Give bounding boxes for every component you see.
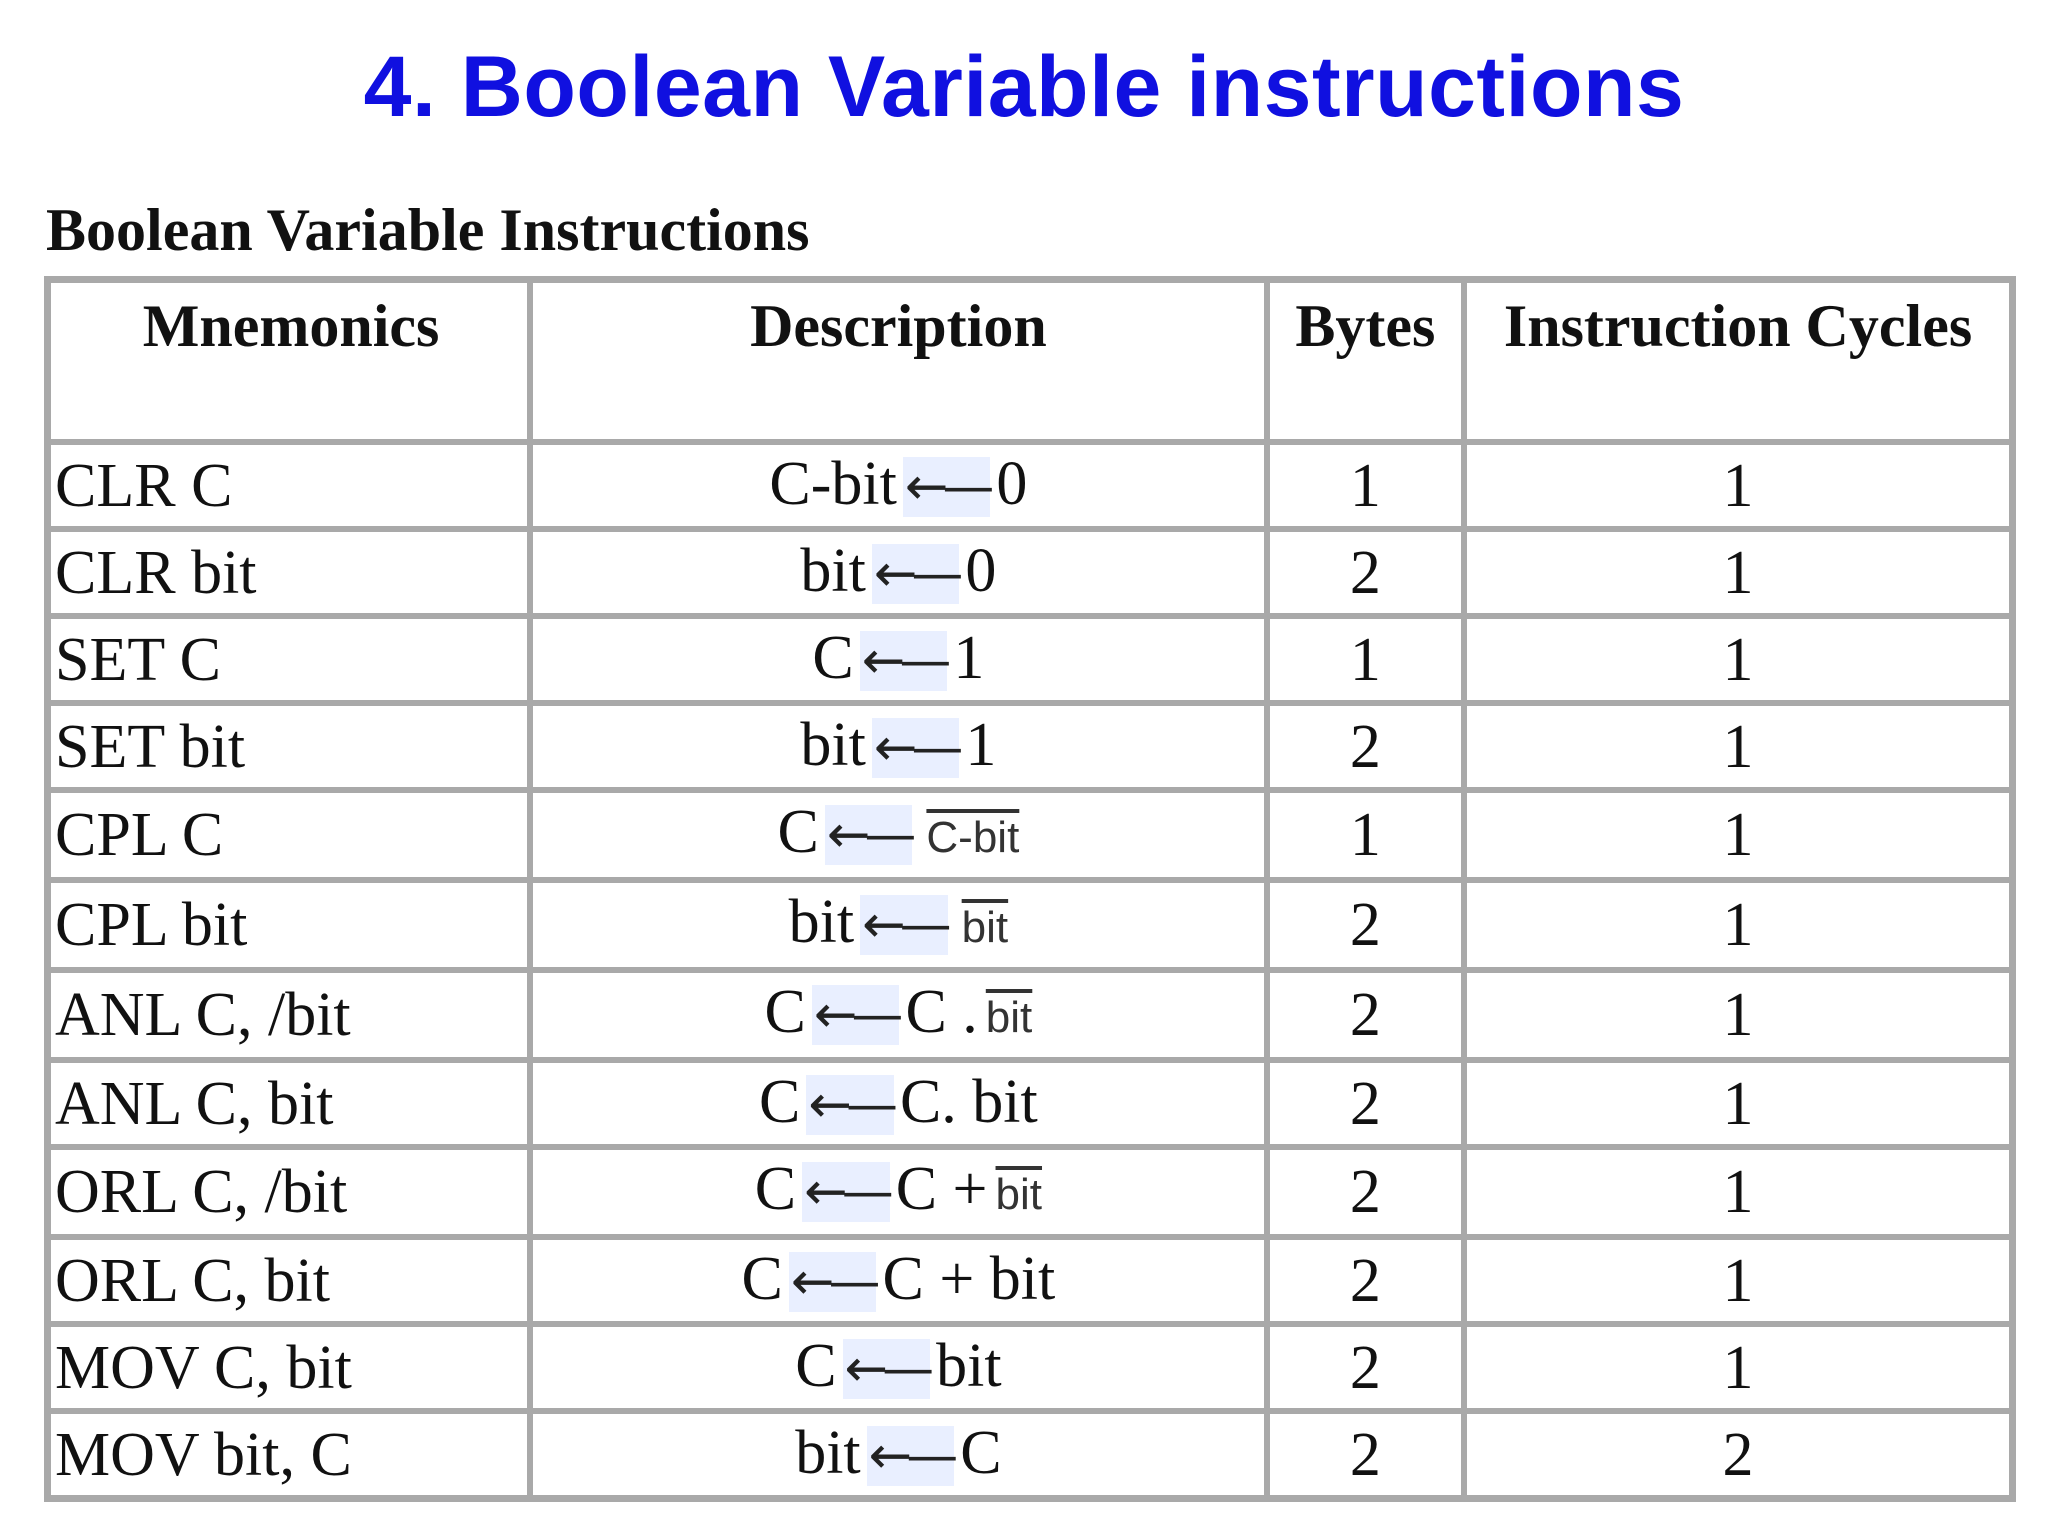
table-row bbox=[48, 616, 2012, 703]
table-row bbox=[48, 442, 2012, 529]
description-left: bit bbox=[800, 711, 866, 779]
cycles-cell: 1 bbox=[1464, 880, 2012, 970]
mnemonic-cell: CLR bit bbox=[48, 529, 530, 616]
mnemonic-cell: CLR C bbox=[48, 442, 530, 529]
cycles-cell: 1 bbox=[1464, 1060, 2012, 1147]
column-header-description: Description bbox=[530, 280, 1267, 442]
description-right: 0 bbox=[965, 537, 997, 605]
bytes-cell: 2 bbox=[1267, 970, 1464, 1060]
mnemonic-cell: SET C bbox=[48, 616, 530, 703]
bytes-cell: 2 bbox=[1267, 529, 1464, 616]
table-row bbox=[48, 1237, 2012, 1324]
bytes-cell: 2 bbox=[1267, 1411, 1464, 1498]
description-right: C bbox=[960, 1419, 1002, 1487]
left-arrow-icon: ←— bbox=[808, 1075, 892, 1135]
table-row bbox=[48, 880, 2012, 970]
table-row bbox=[48, 1147, 2012, 1237]
mnemonic-cell: SET bit bbox=[48, 703, 530, 790]
cycles-cell: 1 bbox=[1464, 1237, 2012, 1324]
left-arrow-icon: ←— bbox=[804, 1162, 888, 1222]
description-cell bbox=[530, 703, 1267, 790]
left-arrow-icon: ←— bbox=[826, 805, 911, 865]
mnemonic-cell: ORL C, /bit bbox=[48, 1147, 530, 1237]
mnemonic-cell: CPL C bbox=[48, 790, 530, 880]
description-left: C bbox=[812, 624, 854, 692]
description-left: C bbox=[759, 1068, 801, 1136]
left-arrow-icon: ←— bbox=[813, 985, 898, 1045]
description-cell bbox=[530, 880, 1267, 970]
mnemonic-cell: CPL bit bbox=[48, 880, 530, 970]
slide-title: 4. Boolean Variable instructions bbox=[363, 39, 1685, 135]
description-cell bbox=[530, 970, 1267, 1060]
description-cell bbox=[530, 1411, 1267, 1498]
cycles-cell: 1 bbox=[1464, 790, 2012, 880]
cycles-cell: 1 bbox=[1464, 970, 2012, 1060]
bytes-cell: 2 bbox=[1267, 703, 1464, 790]
bytes-cell: 1 bbox=[1267, 442, 1464, 529]
description-left: C bbox=[777, 798, 819, 866]
cycles-cell: 1 bbox=[1464, 529, 2012, 616]
bytes-cell: 2 bbox=[1267, 1147, 1464, 1237]
description-right: C + bbox=[895, 1155, 988, 1223]
left-arrow-icon: ←— bbox=[904, 457, 989, 517]
description-left: C bbox=[795, 1332, 837, 1400]
column-header-instruction-cycles: Instruction Cycles bbox=[1464, 280, 2012, 442]
cycles-cell: 1 bbox=[1464, 703, 2012, 790]
left-arrow-icon: ←— bbox=[790, 1252, 875, 1312]
description-cell bbox=[530, 1324, 1267, 1411]
table-caption: Boolean Variable Instructions bbox=[46, 197, 810, 263]
mnemonic-cell: MOV C, bit bbox=[48, 1324, 530, 1411]
bytes-cell: 1 bbox=[1267, 790, 1464, 880]
header-row bbox=[48, 280, 2012, 442]
left-arrow-icon: ←— bbox=[868, 1426, 953, 1486]
table-row bbox=[48, 1324, 2012, 1411]
bytes-cell: 2 bbox=[1267, 1324, 1464, 1411]
description-left: bit bbox=[795, 1419, 861, 1487]
instruction-table bbox=[44, 276, 2016, 1502]
mnemonic-cell: ANL C, bit bbox=[48, 1060, 530, 1147]
mnemonic-cell: MOV bit, C bbox=[48, 1411, 530, 1498]
complement-term: $\overline{bit}$ bbox=[995, 1170, 1043, 1219]
table-row bbox=[48, 1060, 2012, 1147]
table-row bbox=[48, 790, 2012, 880]
description-cell bbox=[530, 790, 1267, 880]
bytes-cell: 2 bbox=[1267, 1237, 1464, 1324]
left-arrow-icon: ←— bbox=[844, 1339, 929, 1399]
description-right: C . bbox=[905, 978, 978, 1046]
complement-term: $\overline{bit}$ bbox=[985, 993, 1033, 1042]
column-header-mnemonics: Mnemonics bbox=[48, 280, 530, 442]
description-right: C. bit bbox=[899, 1068, 1038, 1136]
bytes-cell: 1 bbox=[1267, 616, 1464, 703]
description-left: bit bbox=[800, 537, 866, 605]
description-right: bit bbox=[936, 1332, 1002, 1400]
mnemonic-cell: ORL C, bit bbox=[48, 1237, 530, 1324]
description-cell bbox=[530, 529, 1267, 616]
description-cell bbox=[530, 442, 1267, 529]
description-left: C bbox=[741, 1245, 783, 1313]
table-row bbox=[48, 970, 2012, 1060]
column-header-bytes: Bytes bbox=[1267, 280, 1464, 442]
cycles-cell: 1 bbox=[1464, 1324, 2012, 1411]
bytes-cell: 2 bbox=[1267, 1060, 1464, 1147]
description-right: 0 bbox=[996, 450, 1028, 518]
description-left: bit bbox=[788, 888, 855, 956]
cycles-cell: 1 bbox=[1464, 442, 2012, 529]
description-right: 1 bbox=[965, 711, 997, 779]
description-left: C bbox=[764, 978, 806, 1046]
complement-term: $\overline{bit}$ bbox=[961, 903, 1009, 952]
left-arrow-icon: ←— bbox=[873, 544, 958, 604]
table-row bbox=[48, 1411, 2012, 1498]
description-right: C + bit bbox=[882, 1245, 1056, 1313]
cycles-cell: 1 bbox=[1464, 1147, 2012, 1237]
left-arrow-icon: ←— bbox=[861, 631, 946, 691]
table-body bbox=[48, 442, 2012, 1498]
mnemonic-cell: ANL C, /bit bbox=[48, 970, 530, 1060]
description-cell bbox=[530, 1060, 1267, 1147]
cycles-cell: 1 bbox=[1464, 616, 2012, 703]
cycles-cell: 2 bbox=[1464, 1411, 2012, 1498]
left-arrow-icon: ←— bbox=[862, 895, 946, 955]
description-cell bbox=[530, 1147, 1267, 1237]
description-left: C bbox=[754, 1155, 797, 1223]
bytes-cell: 2 bbox=[1267, 880, 1464, 970]
description-left: C-bit bbox=[769, 450, 897, 518]
description-cell bbox=[530, 1237, 1267, 1324]
description-cell bbox=[530, 616, 1267, 703]
description-right: 1 bbox=[953, 624, 985, 692]
table-row bbox=[48, 703, 2012, 790]
complement-term: C-bit bbox=[926, 813, 1020, 862]
left-arrow-icon: ←— bbox=[873, 718, 958, 778]
table-row bbox=[48, 529, 2012, 616]
